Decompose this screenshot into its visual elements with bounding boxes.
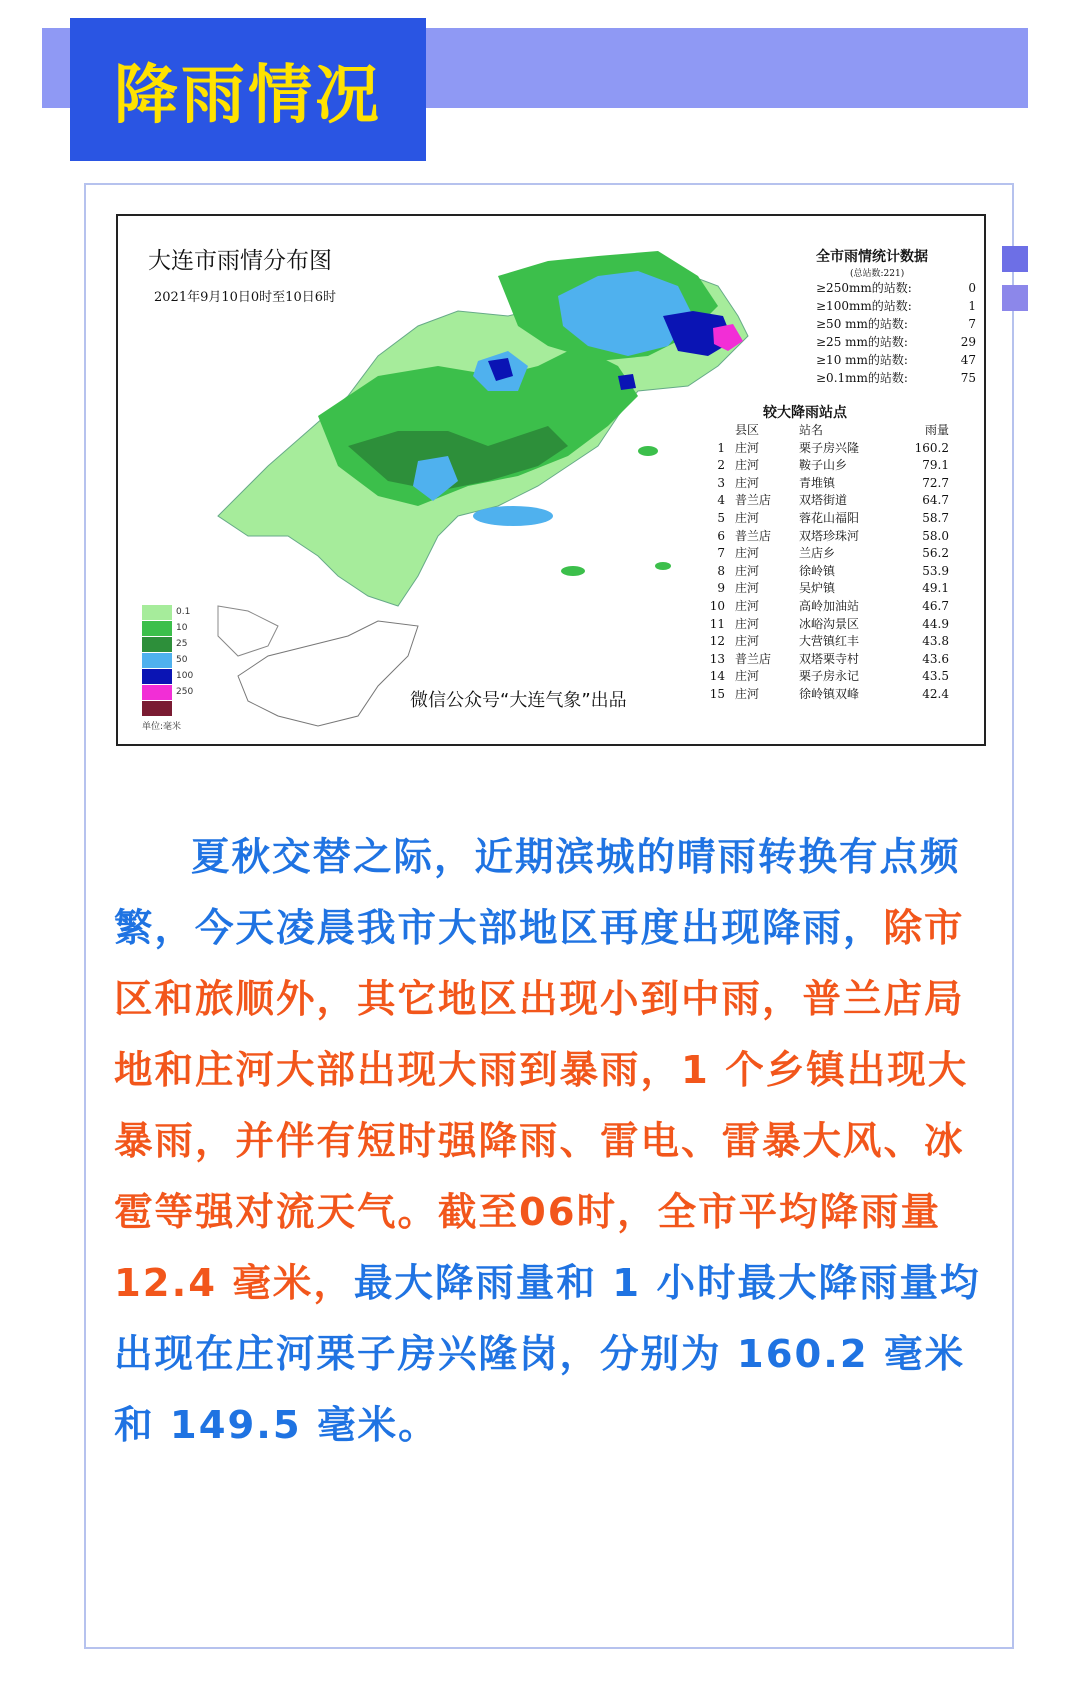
stats-value: 47 (960, 353, 976, 367)
station-rank: 11 (709, 616, 725, 631)
station-name: 双塔珍珠河 (799, 528, 860, 543)
header-station: 站名 (799, 423, 824, 437)
rain-distribution-map (116, 214, 986, 746)
station-name: 青堆镇 (799, 475, 836, 490)
stats-value: 75 (960, 371, 976, 385)
article-highlight: 截至06时，全市平均降雨量 12.4 毫米， (114, 1190, 942, 1306)
legend-unit: 单位:毫米 (142, 722, 182, 732)
station-amount: 53.9 (922, 563, 949, 578)
station-row (703, 580, 949, 598)
station-row (703, 492, 949, 510)
stats-label: ≥0.1mm的站数: (816, 371, 908, 385)
stations-title: 较大降雨站点 (763, 405, 847, 421)
section-title: 降雨情况 (114, 58, 382, 133)
station-name: 鞍子山乡 (799, 458, 848, 473)
station-amount: 43.6 (922, 651, 949, 666)
map-date-range: 2021年9月10日0时至10日6时 (154, 290, 336, 305)
station-rank: 3 (717, 475, 725, 490)
station-name: 冰峪沟景区 (799, 616, 860, 631)
station-amount: 58.7 (922, 510, 949, 525)
station-rank: 8 (717, 563, 725, 578)
legend-swatch (142, 685, 172, 700)
map-credit: 微信公众号“大连气象”出品 (410, 690, 627, 711)
stats-label: ≥25 mm的站数: (816, 335, 908, 349)
station-district: 普兰店 (735, 651, 772, 666)
stats-label: ≥50 mm的站数: (816, 317, 908, 331)
legend-item (142, 604, 193, 620)
stations-body (703, 440, 949, 704)
station-name: 栗子房永记 (799, 669, 860, 684)
station-row (703, 528, 949, 546)
station-row (703, 457, 949, 475)
station-district: 普兰店 (735, 528, 772, 543)
station-name: 双塔街道 (799, 493, 848, 508)
article-text: 最大降雨量和 1 小时最大降雨量均出现在庄河栗子房兴隆岗，分别为 160.2 毫米和 149.5 毫米。 (114, 1261, 981, 1448)
station-name: 蓉花山福阳 (799, 510, 860, 525)
article-text: 夏秋交替之际，近期滨城的晴雨转换有点频繁，今天凌晨我市大部地区再度出现降雨， (114, 835, 961, 951)
station-name: 兰店乡 (799, 546, 836, 561)
decor-square (1002, 246, 1028, 272)
legend-swatch (142, 605, 172, 620)
station-district: 庄河 (735, 563, 760, 578)
legend-label: 25 (176, 639, 188, 649)
station-amount: 56.2 (922, 546, 949, 561)
legend-label: 10 (176, 623, 188, 633)
station-row (703, 598, 949, 616)
station-rank: 5 (717, 510, 725, 525)
legend-swatch (142, 653, 172, 668)
station-name: 徐岭镇双峰 (799, 686, 860, 701)
station-amount: 160.2 (914, 440, 949, 455)
station-rank: 13 (709, 651, 725, 666)
legend-swatch (142, 701, 172, 716)
station-name: 栗子房兴隆 (799, 440, 860, 455)
station-name: 高岭加油站 (799, 598, 860, 613)
station-row (703, 651, 949, 669)
article-body (114, 822, 994, 1461)
station-amount: 46.7 (922, 598, 949, 613)
station-amount: 43.5 (922, 669, 949, 684)
station-name: 大营镇红丰 (799, 634, 860, 649)
stations-header (703, 422, 949, 440)
article-highlight: 除市区和旅顺外，其它地区出现小到中雨，普兰店局地和庄河大部出现大雨到暴雨， (114, 906, 965, 1093)
stats-label: ≥100mm的站数: (816, 299, 912, 313)
station-rank: 7 (717, 546, 725, 561)
stats-value: 7 (968, 317, 976, 331)
station-name: 吴炉镇 (799, 581, 836, 596)
station-amount: 58.0 (922, 528, 949, 543)
legend-swatch (142, 637, 172, 652)
stats-row (816, 279, 976, 297)
legend-item (142, 684, 193, 700)
station-amount: 43.8 (922, 634, 949, 649)
article-highlight: 1 个乡镇出现大暴雨，并伴有短时强降雨、雷电、雷暴大风、冰雹等强对流天气。 (114, 1048, 969, 1235)
station-district: 普兰店 (735, 493, 772, 508)
station-district: 庄河 (735, 510, 760, 525)
station-district: 庄河 (735, 546, 760, 561)
station-district: 庄河 (735, 634, 760, 649)
station-row (703, 633, 949, 651)
legend-item (142, 636, 193, 652)
station-district: 庄河 (735, 475, 760, 490)
decor-square (1002, 285, 1028, 311)
station-row (703, 563, 949, 581)
section-title-box (70, 18, 426, 161)
station-amount: 72.7 (922, 475, 949, 490)
station-amount: 49.1 (922, 581, 949, 596)
rain-stats (816, 246, 976, 387)
station-rank: 6 (717, 528, 725, 543)
station-district: 庄河 (735, 686, 760, 701)
station-rank: 9 (717, 581, 725, 596)
station-amount: 79.1 (922, 458, 949, 473)
station-rank: 2 (717, 458, 725, 473)
legend-swatch (142, 621, 172, 636)
stats-title: 全市雨情统计数据 (816, 249, 928, 265)
station-name: 双塔栗寺村 (799, 651, 860, 666)
map-title: 大连市雨情分布图 (148, 248, 332, 274)
stats-label: ≥10 mm的站数: (816, 353, 908, 367)
legend-item (142, 620, 193, 636)
station-row (703, 475, 949, 493)
map-legend (142, 604, 193, 732)
legend-item (142, 668, 193, 684)
station-rank: 4 (717, 493, 725, 508)
station-row (703, 510, 949, 528)
station-district: 庄河 (735, 581, 760, 596)
station-district: 庄河 (735, 669, 760, 684)
stats-value: 1 (968, 299, 976, 313)
station-amount: 44.9 (922, 616, 949, 631)
station-rank: 10 (709, 598, 725, 613)
legend-swatch (142, 669, 172, 684)
legend-item (142, 700, 193, 716)
header-amount: 雨量 (924, 423, 949, 437)
station-district: 庄河 (735, 440, 760, 455)
legend-label: 50 (176, 655, 188, 665)
legend-label: 0.1 (176, 607, 191, 617)
station-district: 庄河 (735, 458, 760, 473)
station-amount: 64.7 (922, 493, 949, 508)
header-district: 县区 (735, 423, 760, 437)
stats-row (816, 315, 976, 333)
station-amount: 42.4 (922, 686, 949, 701)
station-row (703, 616, 949, 634)
station-row (703, 545, 949, 563)
station-district: 庄河 (735, 598, 760, 613)
legend-label: 100 (176, 671, 194, 681)
stats-value: 29 (960, 335, 976, 349)
stats-row (816, 297, 976, 315)
legend-item (142, 652, 193, 668)
station-rank: 14 (709, 669, 725, 684)
station-name: 徐岭镇 (799, 563, 836, 578)
station-rank: 15 (709, 686, 725, 701)
station-district: 庄河 (735, 616, 760, 631)
stats-row (816, 351, 976, 369)
station-rank: 1 (717, 440, 725, 455)
stats-row (816, 333, 976, 351)
top-stations-table (703, 402, 949, 704)
stats-label: ≥250mm的站数: (816, 281, 912, 295)
stats-value: 0 (968, 281, 976, 295)
station-row (703, 440, 949, 458)
legend-label: 250 (176, 687, 194, 697)
station-rank: 12 (709, 634, 725, 649)
station-row (703, 686, 949, 704)
station-row (703, 668, 949, 686)
stats-subtitle: (总站数:221) (850, 269, 905, 279)
stats-row (816, 369, 976, 387)
